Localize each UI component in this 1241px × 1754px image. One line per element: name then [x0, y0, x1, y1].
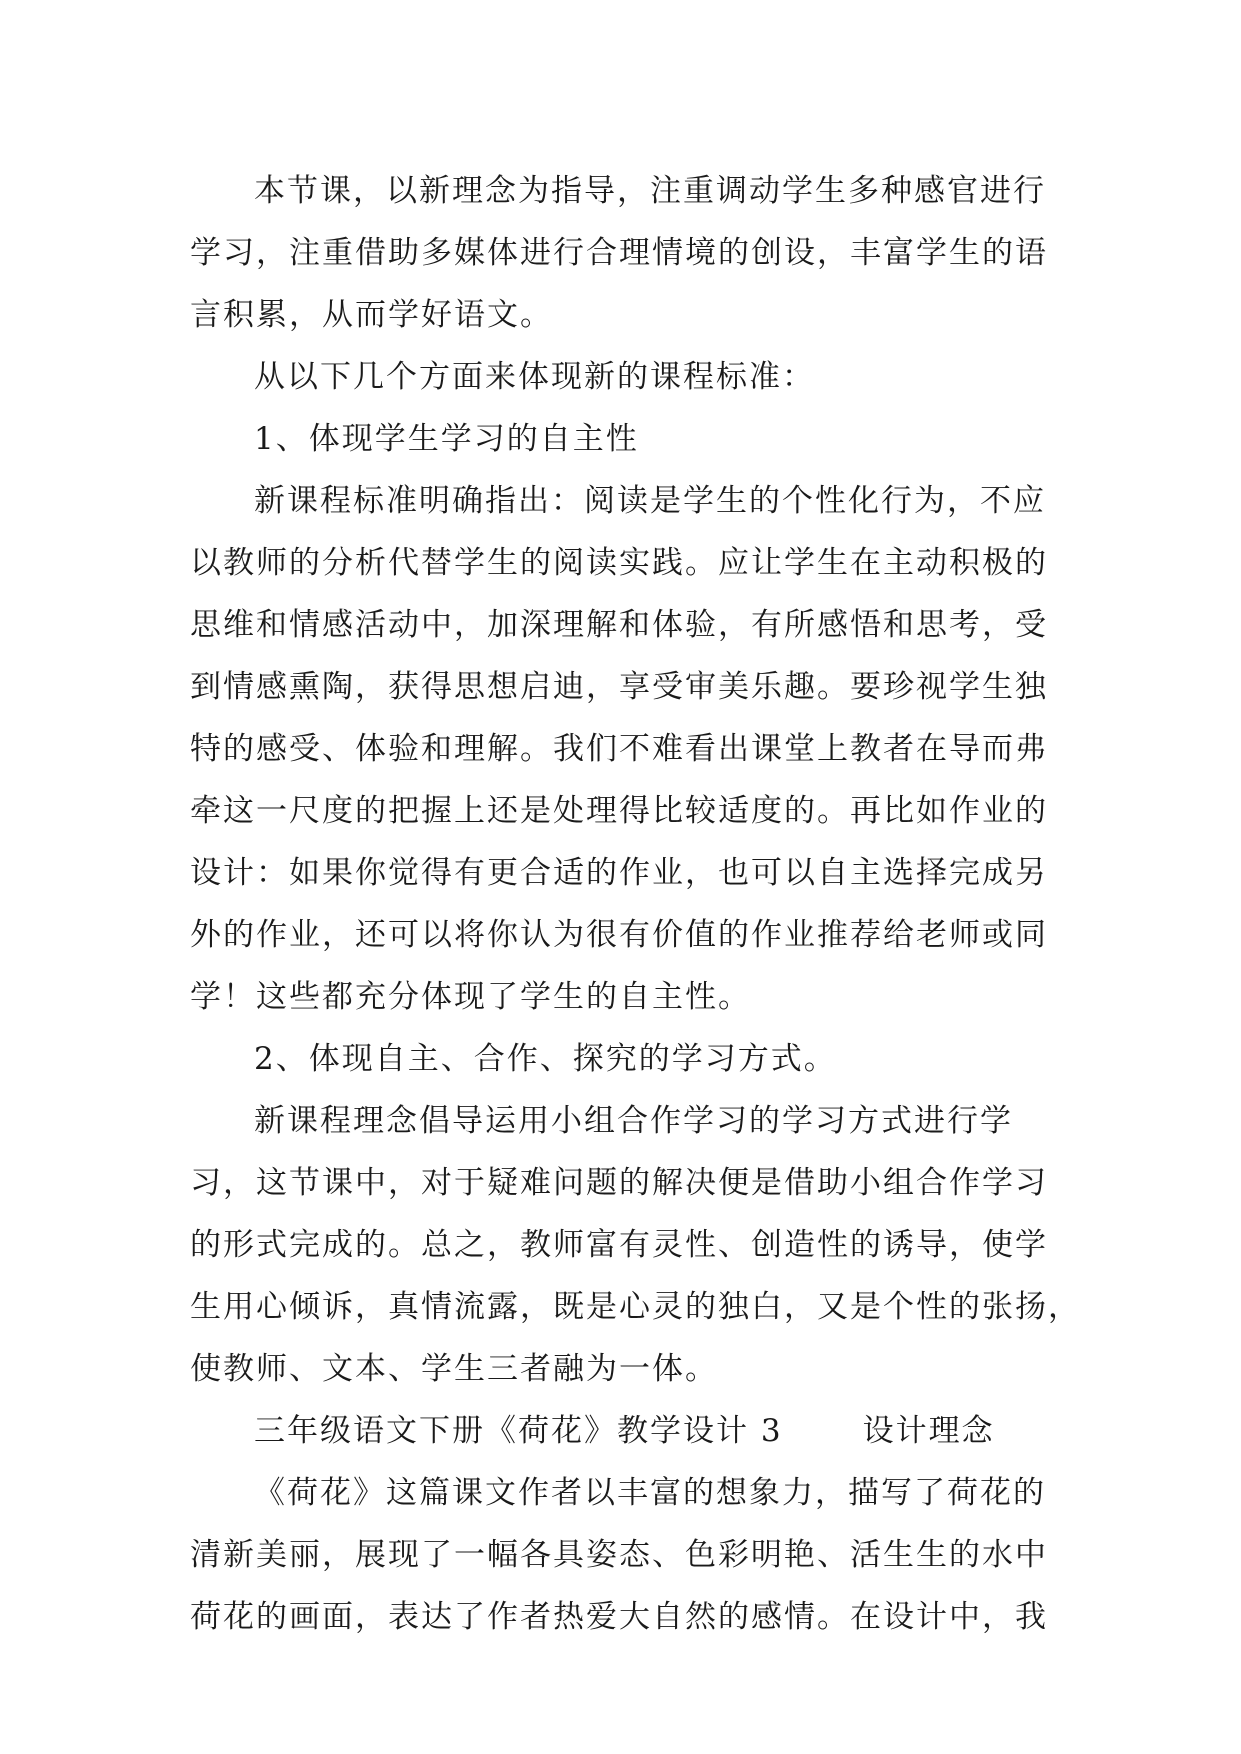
paragraph-line: 新课程理念倡导运用小组合作学习的学习方式进行学 [254, 1103, 1013, 1139]
paragraph-line: 学习，注重借助多媒体进行合理情境的创设，丰富学生的语 [190, 235, 1048, 271]
subsection-title: 设计理念 [862, 1413, 995, 1449]
paragraph-line: 生用心倾诉，真情流露，既是心灵的独白，又是个性的张扬， [190, 1289, 1081, 1325]
document-title-line [190, 1400, 1055, 1462]
paragraph-line: 特的感受、体验和理解。我们不难看出课堂上教者在导而弗 [190, 731, 1048, 767]
paragraph-line: 思维和情感活动中，加深理解和体验，有所感悟和思考，受 [190, 607, 1048, 643]
document-body [190, 160, 1081, 1648]
paragraph-line: 以教师的分析代替学生的阅读实践。应让学生在主动积极的 [190, 545, 1048, 581]
paragraph-line: 清新美丽，展现了一幅各具姿态、色彩明艳、活生生的水中 [190, 1537, 1048, 1573]
paragraph-line: 从以下几个方面来体现新的课程标准： [254, 359, 815, 395]
paragraph-line: 使教师、文本、学生三者融为一体。 [190, 1351, 718, 1387]
paragraph-line: 习，这节课中，对于疑难问题的解决便是借助小组合作学习 [190, 1165, 1048, 1201]
paragraph-line: 牵这一尺度的把握上还是处理得比较适度的。再比如作业的 [190, 793, 1048, 829]
paragraph-line: 荷花的画面，表达了作者热爱大自然的感情。在设计中，我 [190, 1599, 1048, 1635]
section-heading: 2、体现自主、合作、探究的学习方式。 [254, 1041, 837, 1077]
paragraph-line: 到情感熏陶，获得思想启迪，享受审美乐趣。要珍视学生独 [190, 669, 1048, 705]
paragraph-line: 的形式完成的。总之，教师富有灵性、创造性的诱导，使学 [190, 1227, 1048, 1263]
paragraph-line: 言积累，从而学好语文。 [190, 297, 553, 333]
paragraph-line: 《荷花》这篇课文作者以丰富的想象力，描写了荷花的 [254, 1475, 1046, 1511]
paragraph-line: 学！这些都充分体现了学生的自主性。 [190, 979, 751, 1015]
paragraph-line: 本节课，以新理念为指导，注重调动学生多种感官进行 [254, 173, 1046, 209]
paragraph-line: 新课程标准明确指出：阅读是学生的个性化行为，不应 [254, 483, 1046, 519]
paragraph-line: 外的作业，还可以将你认为很有价值的作业推荐给老师或同 [190, 917, 1048, 953]
paragraph-line: 设计：如果你觉得有更合适的作业，也可以自主选择完成另 [190, 855, 1048, 891]
section-heading: 1、体现学生学习的自主性 [254, 421, 639, 457]
document-title: 三年级语文下册《荷花》教学设计 3 [254, 1413, 783, 1449]
